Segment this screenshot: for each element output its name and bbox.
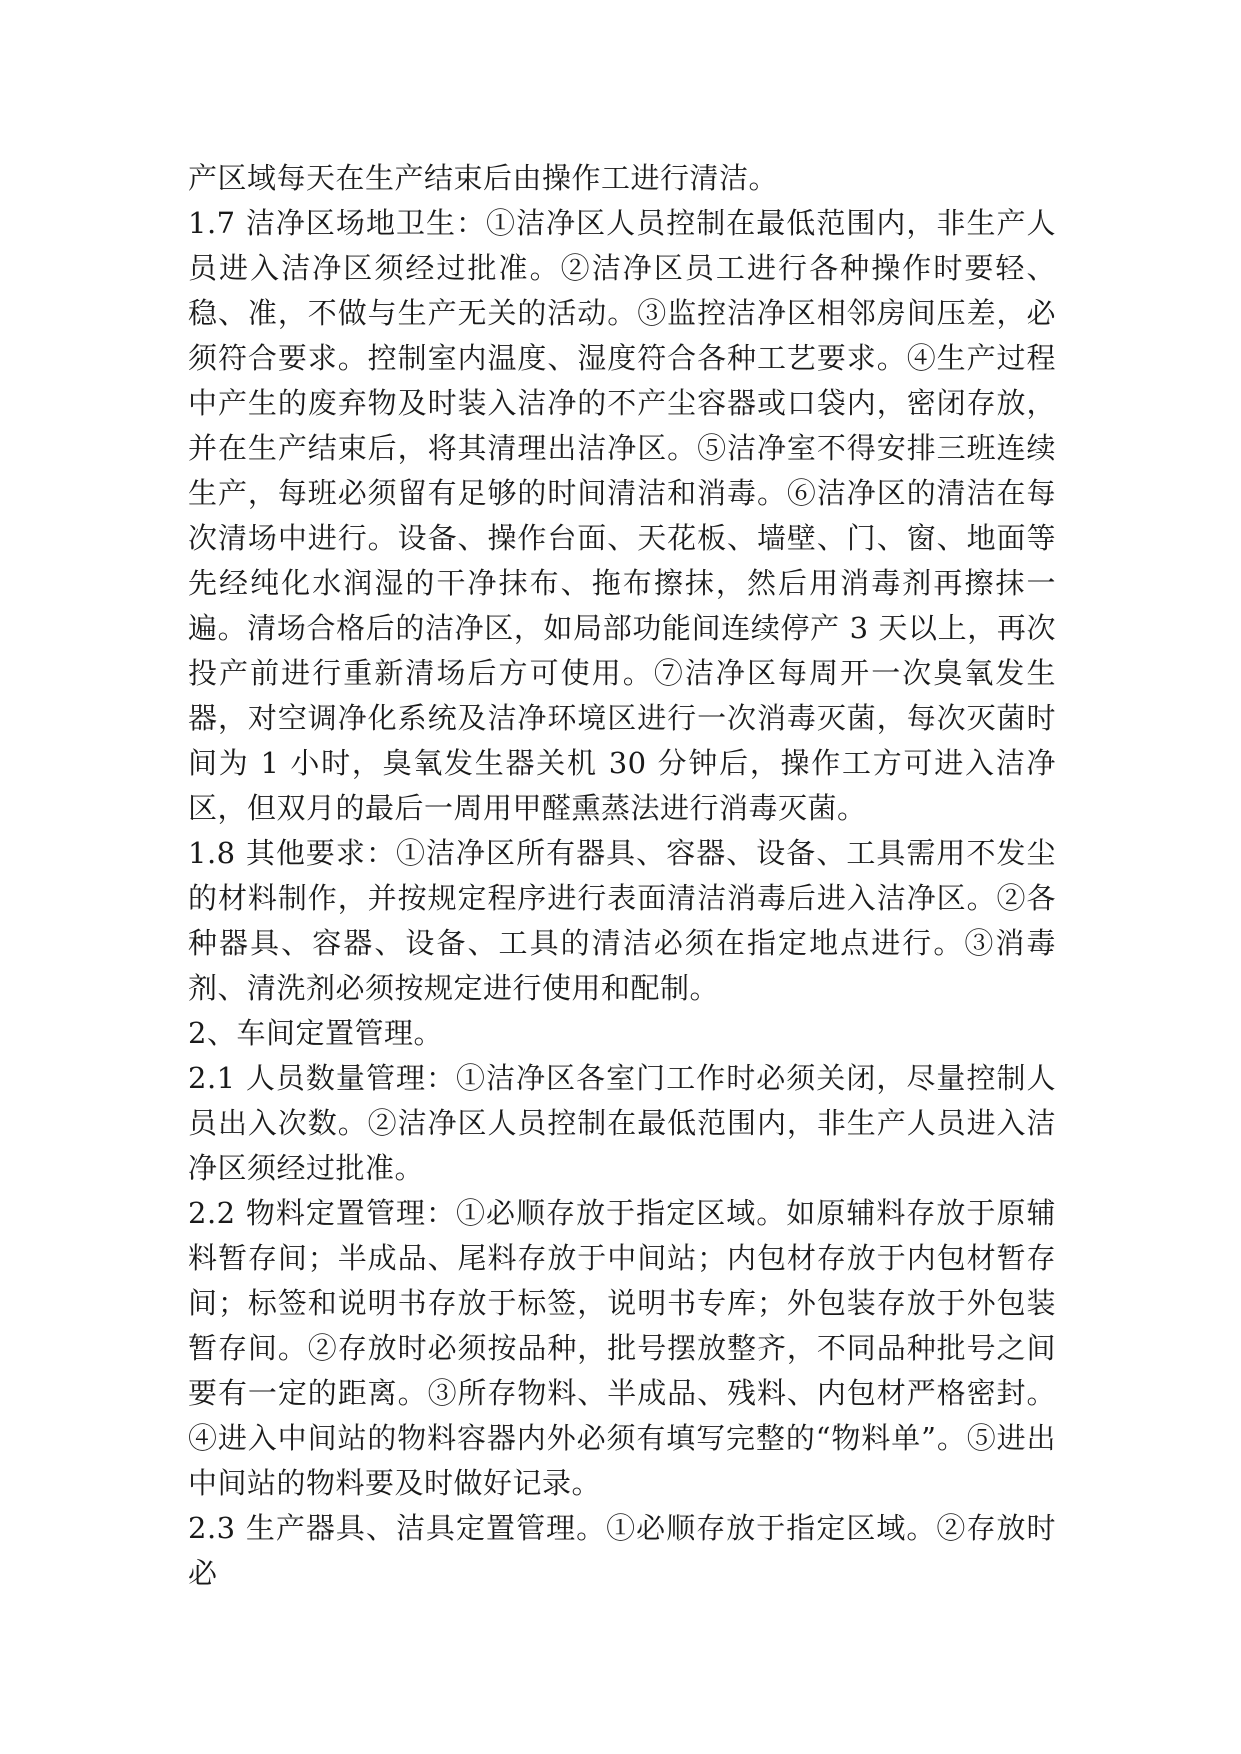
paragraph-2-3-equipment-placement: 2.3 生产器具、洁具定置管理。①必顺存放于指定区域。②存放时必 — [188, 1511, 1056, 1590]
paragraph-2-1-personnel-management: 2.1 人员数量管理：①洁净区各室门工作时必须关闭，尽量控制人员出入次数。②洁净区人员控制在最低范围内，非生产人员进入洁净区须经过批准。 — [188, 1061, 1056, 1185]
paragraph-2-2-material-placement: 2.2 物料定置管理：①必顺存放于指定区域。如原辅料存放于原辅料暂存间；半成品、尾料存放于中间站；内包材存放于内包材暂存间；标签和说明书存放于标签，说明书专库；外包装存放于外包装暂存间。②存放时必须按品种，批号摆放整齐，不同品种批号之间要有一定的距离。③所存物料、半成品、残料、内包材严格密封。④进入中间站的物料容器内外必须有填写完整的“物料单”。⑤进出中间站的物料要及时做好记录。 — [188, 1196, 1056, 1500]
section-heading-2-placement-management: 2、车间定置管理。 — [188, 1016, 443, 1050]
document-body — [188, 156, 1056, 1596]
paragraph-cleaning-continuation: 产区域每天在生产结束后由操作工进行清洁。 — [188, 161, 779, 195]
paragraph-1-8-other-requirements: 1.8 其他要求：①洁净区所有器具、容器、设备、工具需用不发尘的材料制作，并按规定程序进行表面清洁消毒后进入洁净区。②各种器具、容器、设备、工具的清洁必须在指定地点进行。③消毒剂、清洗剂必须按规定进行使用和配制。 — [188, 836, 1056, 1005]
paragraph-1-7-clean-area-hygiene: 1.7 洁净区场地卫生：①洁净区人员控制在最低范围内，非生产人员进入洁净区须经过批准。②洁净区员工进行各种操作时要轻、稳、准，不做与生产无关的活动。③监控洁净区相邻房间压差，必须符合要求。控制室内温度、湿度符合各种工艺要求。④生产过程中产生的废弃物及时装入洁净的不产尘容器或口袋内，密闭存放，并在生产结束后，将其清理出洁净区。⑤洁净室不得安排三班连续生产，每班必须留有足够的时间清洁和消毒。⑥洁净区的清洁在每次清场中进行。设备、操作台面、天花板、墙壁、门、窗、地面等先经纯化水润湿的干净抹布、拖布擦抹，然后用消毒剂再擦抹一遍。清场合格后的洁净区，如局部功能间连续停产 3 天以上，再次投产前进行重新清场后方可使用。⑦洁净区每周开一次臭氧发生器，对空调净化系统及洁净环境区进行一次消毒灭菌，每次灭菌时间为 1 小时，臭氧发生器关机 30 分钟后，操作工方可进入洁净区，但双月的最后一周用甲醛熏蒸法进行消毒灭菌。 — [188, 206, 1056, 825]
